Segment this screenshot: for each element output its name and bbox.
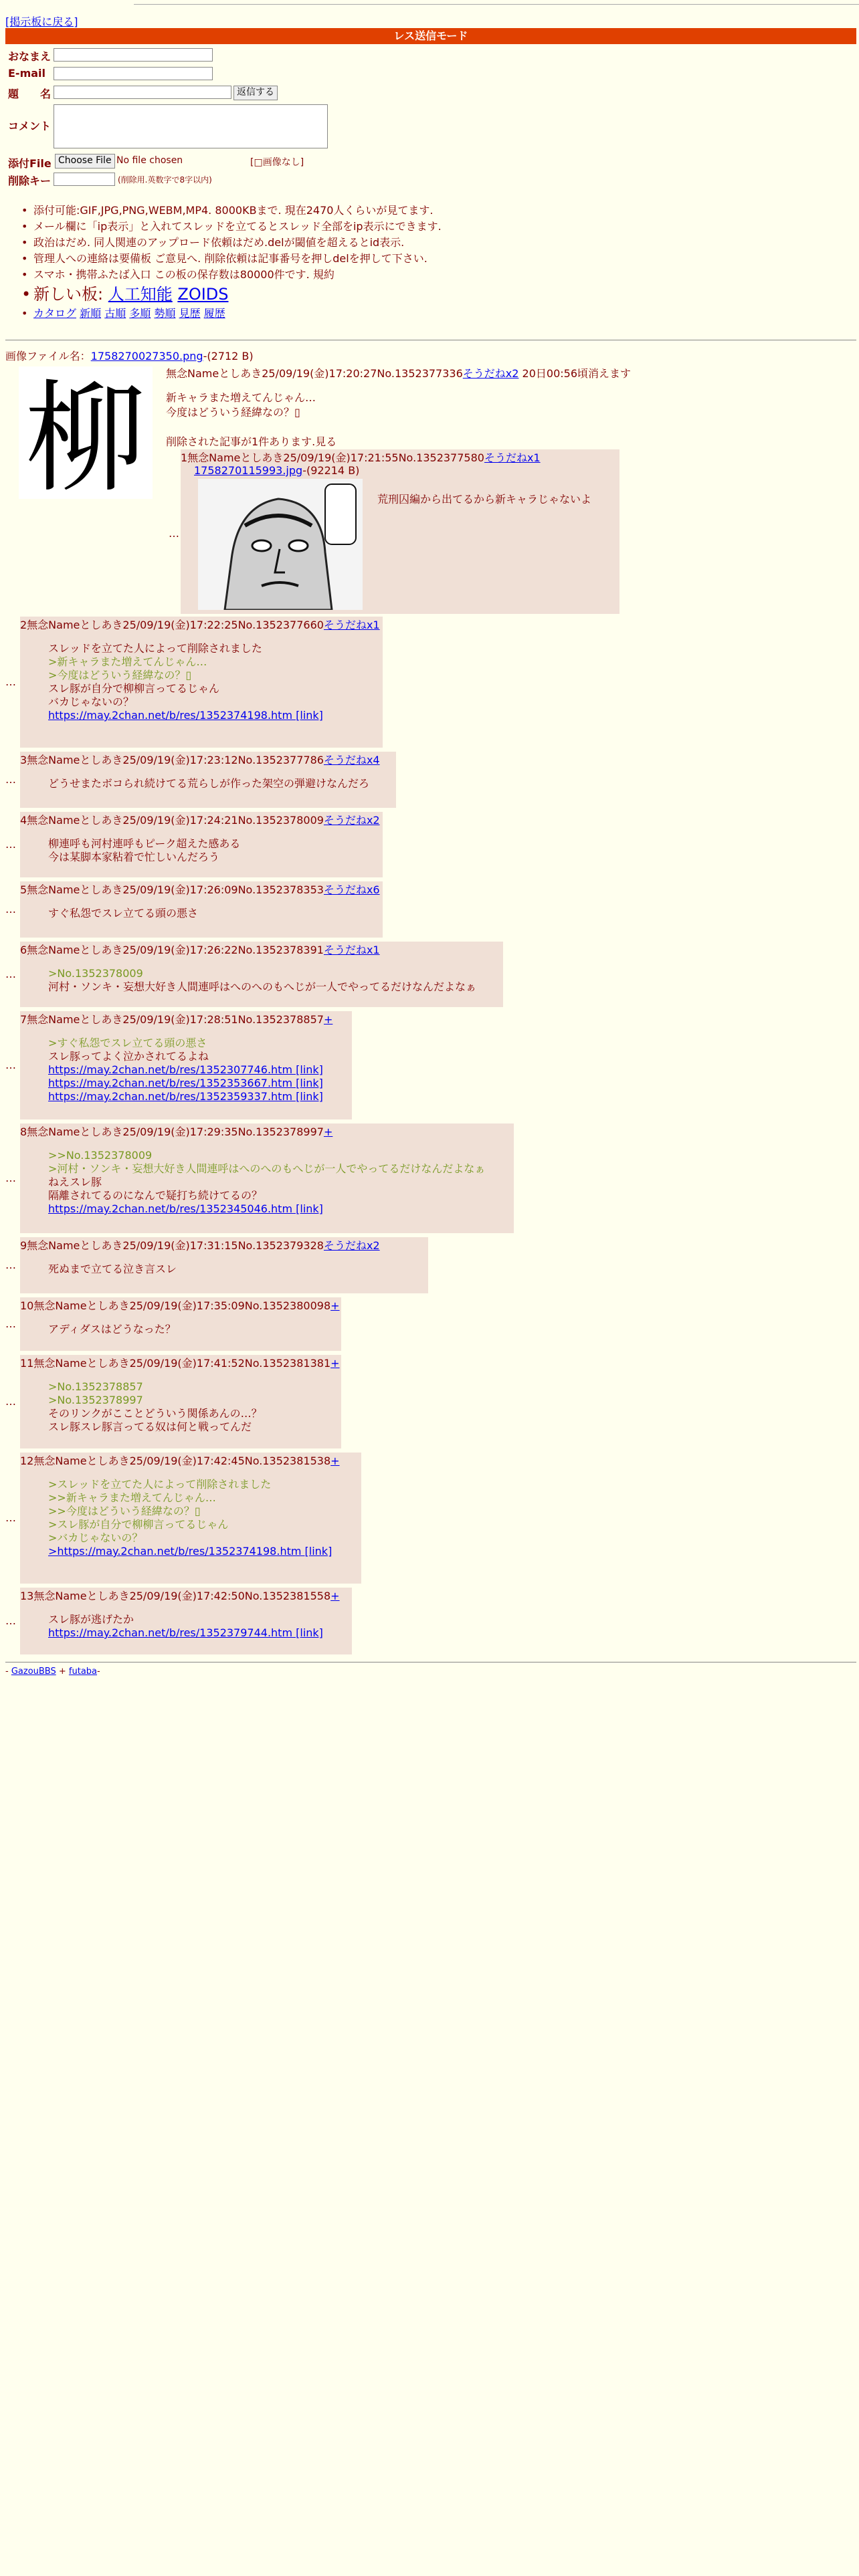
reply-text-line: すぐ私怨でスレ立てる頭の悪さ	[48, 907, 199, 920]
reply-text-line: どうせまたボコられ続けてる荒らしが作った架空の弾避けなんだろ	[48, 777, 370, 790]
reply-url-link[interactable]: https://may.2chan.net/b/res/1352379744.htm [link]	[48, 1626, 323, 1639]
reply-header: 12無念Nameとしあき25/09/19(金)17:42:45No.1352381538	[20, 1455, 331, 1467]
reply-gap: …	[5, 1317, 16, 1330]
sodane-link[interactable]: そうだねx1	[323, 619, 380, 631]
reply-body	[48, 907, 198, 920]
op-expire: 20日00:56頃消えます	[522, 367, 632, 380]
sodane-link[interactable]: +	[330, 1455, 340, 1467]
reply-post	[20, 1237, 428, 1293]
quoted-url-link[interactable]: >https://may.2chan.net/b/res/1352374198.htm [link]	[48, 1545, 332, 1558]
choose-file-button[interactable]: Choose File	[55, 154, 115, 169]
reply-post	[20, 1011, 352, 1119]
subject-input[interactable]	[54, 86, 231, 99]
sodane-link[interactable]: そうだねx6	[323, 883, 380, 896]
board-link-ai[interactable]: 人工知能	[108, 285, 173, 304]
reply-post	[20, 881, 383, 938]
reply-post	[20, 1355, 341, 1448]
reply-body	[48, 777, 369, 790]
reply-post	[20, 752, 396, 808]
quote-line: >新キャラまた増えてんじゃん…	[48, 655, 207, 668]
footer: - GazouBBS + futaba-	[5, 1667, 100, 1677]
reply-text-line: スレ豚が自分で柳柳言ってるじゃん	[48, 682, 220, 695]
image-filename-line: 画像ファイル名：1758270027350.png-(2712 B)	[5, 350, 254, 362]
sodane-link[interactable]: +	[323, 1013, 333, 1026]
sodane-link[interactable]: そうだねx2	[323, 814, 380, 827]
quote-line: >>新キャラまた増えてんじゃん…	[48, 1491, 216, 1504]
reply-gap: …	[5, 838, 16, 851]
sodane-link[interactable]: +	[330, 1590, 340, 1602]
reply-text-line: 柳連呼も河村連呼もピーク超えた感ある	[48, 837, 241, 850]
reply-gap: …	[5, 675, 16, 688]
comment-label: コメント	[8, 120, 52, 132]
no-file-text: No file chosen	[116, 155, 183, 166]
reply-header: 5無念Nameとしあき25/09/19(金)17:26:09No.1352378353	[20, 883, 324, 896]
sort-links	[33, 306, 442, 322]
quote-line: >No.1352378857	[48, 1380, 143, 1393]
reply-text-line: 今は某脚本家粘着で忙しいんだろう	[48, 851, 220, 863]
reply-header: 9無念Nameとしあき25/09/19(金)17:31:15No.1352379328	[20, 1239, 324, 1252]
reply-body	[48, 642, 323, 722]
image-file-link[interactable]: 1758270027350.png	[90, 350, 203, 362]
reply-body	[48, 837, 240, 864]
reply-text-line: スレ豚ってよく泣かされてるよね	[48, 1050, 209, 1063]
futaba-link[interactable]: futaba	[68, 1667, 98, 1677]
reply-post	[20, 812, 383, 877]
reply-gap: …	[5, 1614, 16, 1627]
quote-line: >すぐ私怨でスレ立てる頭の悪さ	[48, 1037, 207, 1049]
reply-header: 2無念Nameとしあき25/09/19(金)17:22:25No.1352377660	[20, 619, 324, 631]
sort-momentum-link[interactable]: 勢順	[154, 307, 176, 320]
name-label: おなまえ	[8, 50, 52, 63]
notice-item: • 管理人への連絡は要備板 ご意見へ. 削除依頼は記事番号を押しdelを押して下さい.	[33, 251, 442, 267]
reply-body	[48, 967, 476, 994]
reply-text-line: そのリンクがこことどういう関係あんの…？	[48, 1407, 262, 1420]
reply-post	[20, 1123, 514, 1233]
history-link[interactable]: 履歴	[203, 307, 225, 320]
quote-line: >No.1352378997	[48, 1394, 143, 1406]
reply-gap: …	[5, 1172, 16, 1184]
svg-text:柳: 柳	[25, 369, 147, 499]
reply-gap: …	[5, 1259, 16, 1271]
reply-text-line: スレ豚スレ豚言ってる奴は何と戦ってんだ	[48, 1420, 252, 1433]
reply-url-link[interactable]: https://may.2chan.net/b/res/1352353667.htm [link]	[48, 1077, 323, 1089]
submit-button[interactable]: 返信する	[233, 86, 278, 100]
new-boards	[33, 283, 442, 306]
reply-url-link[interactable]: https://may.2chan.net/b/res/1352345046.htm [link]	[48, 1202, 323, 1215]
reply-body	[48, 1037, 323, 1103]
reply-post	[20, 942, 503, 1007]
reply-post	[20, 1297, 341, 1351]
reply-header: 7無念Nameとしあき25/09/19(金)17:28:51No.1352378857	[20, 1013, 324, 1026]
new-boards-label: 新しい板:	[33, 285, 104, 304]
name-input[interactable]	[54, 48, 213, 62]
thread-image[interactable]	[19, 366, 153, 499]
back-to-board-link[interactable]: [掲示板に戻る]	[5, 15, 78, 28]
reply-body	[48, 1263, 177, 1276]
reply-header: 13無念Nameとしあき25/09/19(金)17:42:50No.1352381558	[20, 1590, 331, 1602]
reply-gap: …	[5, 773, 16, 786]
reply-url-link[interactable]: https://may.2chan.net/b/res/1352359337.htm [link]	[48, 1090, 323, 1103]
view-history-link[interactable]: 見歴	[179, 307, 201, 320]
op-header: 無念Nameとしあき25/09/19(金)17:20:27No.1352377336	[166, 367, 463, 380]
subject-label: 題 名	[8, 88, 52, 100]
sodane-link[interactable]: そうだねx1	[484, 451, 541, 464]
comment-textarea[interactable]	[54, 104, 328, 148]
reply-text-line: スレ豚が逃げたか	[48, 1613, 134, 1626]
reply-header: 8無念Nameとしあき25/09/19(金)17:29:35No.1352378997	[20, 1125, 324, 1138]
reply-text: 荒刑囚編から出てるから新キャラじゃないよ	[377, 493, 592, 506]
quote-line: >スレッドを立てた人によって削除されました	[48, 1478, 272, 1491]
board-link-zoids[interactable]: ZOIDS	[177, 285, 229, 304]
reply-url-link[interactable]: https://may.2chan.net/b/res/1352307746.htm [link]	[48, 1063, 323, 1076]
sodane-link[interactable]: +	[330, 1357, 340, 1370]
reply-text-line: 河村・ソンキ・妄想大好き人間連呼はへのへのもへじが一人でやってるだけなんだよなぁ	[48, 980, 477, 993]
sort-new-link[interactable]: 新順	[80, 307, 102, 320]
reply-gap: …	[5, 1059, 16, 1071]
reply-body	[48, 1380, 262, 1434]
reply-post	[20, 617, 383, 748]
reply-header: 4無念Nameとしあき25/09/19(金)17:24:21No.1352378009	[20, 814, 324, 827]
reply-gap: …	[169, 527, 179, 540]
reply-gap: …	[5, 1395, 16, 1408]
quote-line: >>No.1352378009	[48, 1149, 153, 1162]
delete-key-hint: (削除用.英数字で8字以内)	[118, 175, 212, 185]
file-label: 添付File	[8, 157, 52, 170]
reply-mode-banner: レス送信モード	[5, 28, 856, 44]
delete-key-input[interactable]	[54, 173, 115, 186]
notice-item: • 政治はだめ. 同人関連のアップロード依頼はだめ.delが閾値を超えるとid表示.	[33, 235, 442, 251]
email-input[interactable]	[54, 67, 213, 80]
gazoubbs-link[interactable]: GazouBBS	[11, 1667, 56, 1677]
quote-line: >今度はどういう経緯なの？▯	[48, 669, 192, 681]
reply-post	[20, 1588, 352, 1654]
reply-image[interactable]	[198, 479, 363, 610]
reply-text-line: 死ぬまで立てる泣き言スレ	[48, 1263, 177, 1275]
notice-item: • 添付可能:GIF,JPG,PNG,WEBM,MP4. 8000KBまで. 現在2470人くらいが見てます.	[33, 203, 442, 219]
reply-gap: …	[5, 968, 16, 980]
quote-line: >>今度はどういう経緯なの？▯	[48, 1505, 201, 1517]
op-sodane[interactable]: そうだねx2	[462, 367, 519, 380]
sodane-link[interactable]: +	[330, 1299, 340, 1312]
reply-body	[48, 1478, 332, 1558]
reply-image-link[interactable]: 1758270115993.jpg	[194, 464, 303, 477]
sodane-link[interactable]: そうだねx2	[323, 1239, 380, 1252]
catalog-link[interactable]: カタログ	[33, 307, 77, 320]
reply-gap: …	[5, 903, 16, 916]
reply-body	[48, 1149, 485, 1216]
delete-key-label: 削除キー	[8, 175, 52, 187]
notice-item: • スマホ・携帯ふたば入口 この板の保存数は80000件です. 規約	[33, 267, 442, 283]
reply-1: 1無念Nameとしあき25/09/19(金)17:21:55No.1352377580そうだねx1 1758270115993.jpg-(92214 B) 荒刑囚編から出てるから新キャラじゃないよ	[181, 449, 619, 614]
reply-text-line: バカじゃないの？	[48, 695, 134, 708]
no-image-checkbox[interactable]: [□画像なし]	[250, 157, 304, 168]
deleted-notice: スレッドを立てた人によって削除されました	[48, 642, 262, 655]
reply-text-line: 隔離されてるのになんで疑打ち続けてるの？	[48, 1189, 263, 1202]
manga-face-icon	[198, 479, 363, 610]
reply-body	[48, 1323, 176, 1336]
reply-header: 11無念Nameとしあき25/09/19(金)17:41:52No.1352381381	[20, 1357, 331, 1370]
reply-header: 10無念Nameとしあき25/09/19(金)17:35:09No.1352380098	[20, 1299, 331, 1312]
sort-many-link[interactable]: 多順	[129, 307, 151, 320]
reply-header: 6無念Nameとしあき25/09/19(金)17:26:22No.1352378391	[20, 944, 324, 956]
quote-line: >スレ豚が自分で柳柳言ってるじゃん	[48, 1518, 229, 1531]
quote-line: >バカじゃないの？	[48, 1531, 143, 1544]
sort-old-link[interactable]: 古順	[104, 307, 126, 320]
sodane-link[interactable]: +	[323, 1125, 333, 1138]
sodane-link[interactable]: そうだねx4	[323, 754, 380, 766]
reply-gap: …	[5, 1511, 16, 1524]
reply-header: 3無念Nameとしあき25/09/19(金)17:23:12No.1352377786	[20, 754, 324, 766]
quote-line: >河村・ソンキ・妄想大好き人間連呼はへのへのもへじが一人でやってるだけなんだよなぁ	[48, 1162, 486, 1175]
op-post	[166, 365, 632, 448]
reply-text-line: アディダスはどうなった？	[48, 1323, 176, 1335]
notice-list	[33, 203, 442, 322]
op-body: 新キャラまた増えてんじゃん… 今度はどういう経緯なの？▯ 削除された記事が1件あります.見る	[166, 391, 337, 448]
top-divider	[134, 4, 859, 5]
reply-text-line: ねえスレ豚	[48, 1176, 102, 1188]
quote-line: >No.1352378009	[48, 967, 143, 980]
deleted-notice: 削除された記事が1件あります.見る	[166, 435, 337, 448]
sodane-link[interactable]: そうだねx1	[323, 944, 380, 956]
notice-item: • メール欄に「ip表示」と入れてスレッドを立てるとスレッド全部をip表示にできます.	[33, 219, 442, 235]
reply-body	[48, 1613, 323, 1640]
reply-post	[20, 1453, 361, 1584]
email-label: E-mail	[8, 67, 46, 80]
reply-url-link[interactable]: https://may.2chan.net/b/res/1352374198.htm [link]	[48, 709, 323, 722]
kanji-image	[19, 366, 153, 499]
